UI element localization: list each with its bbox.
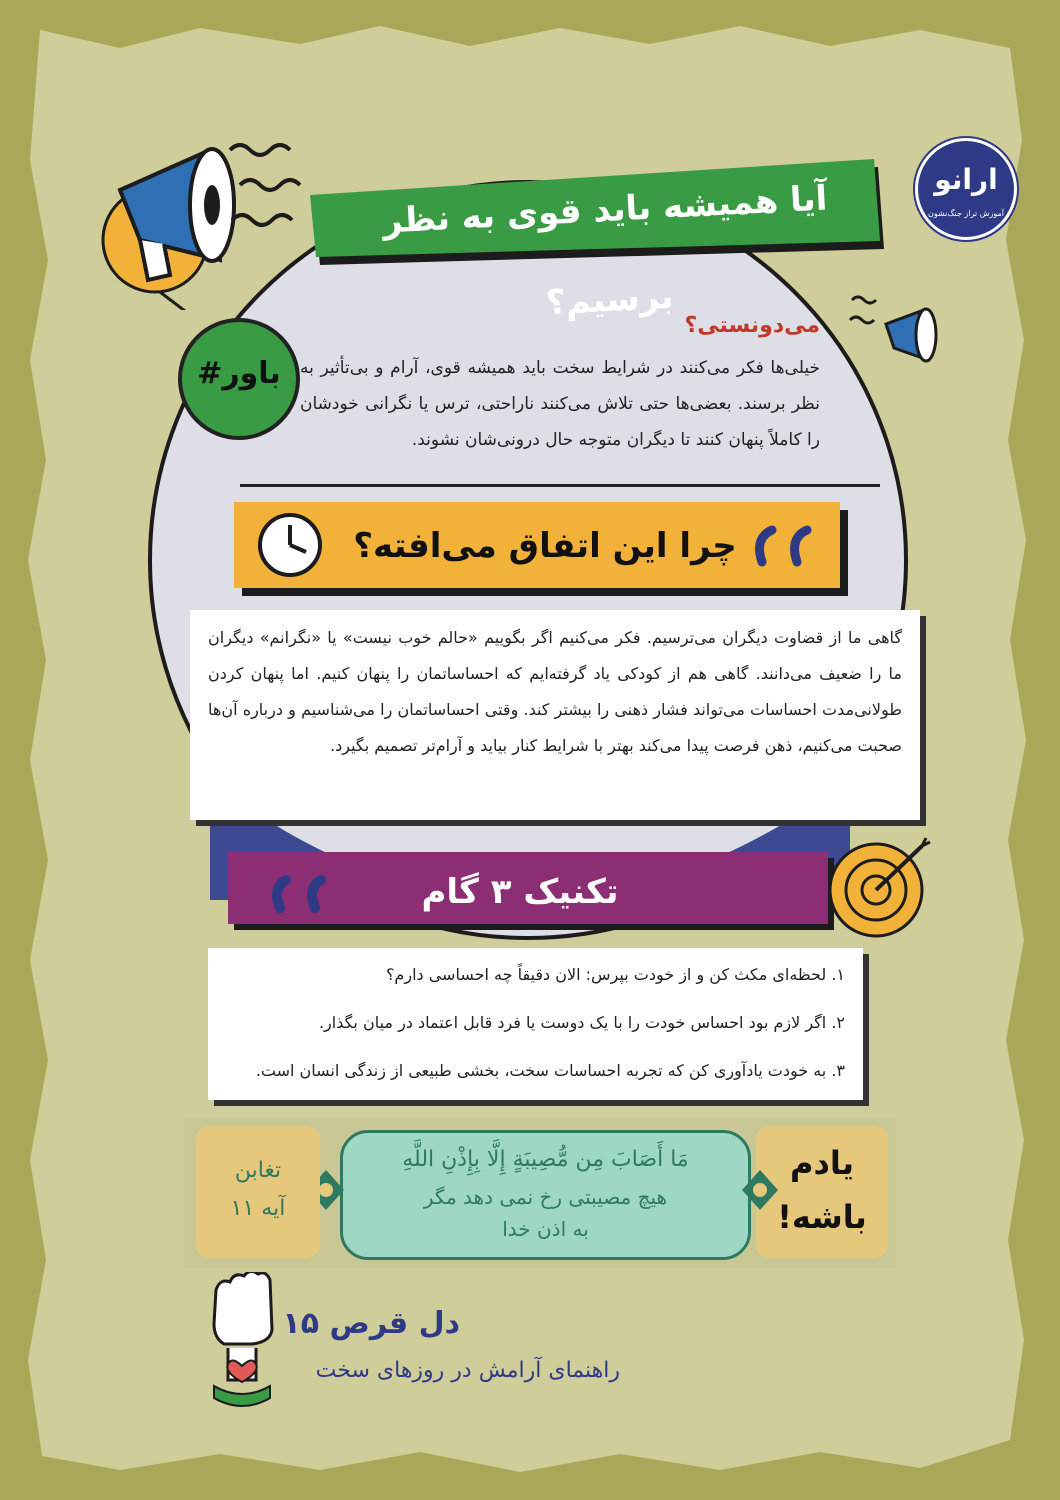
- page-title: آیا همیشه باید قوی به نظر برسیم؟: [381, 178, 829, 324]
- surah-name: تغابن: [234, 1158, 282, 1183]
- series-title: دل قرص ۱۵: [282, 1306, 460, 1341]
- hashtag-badge: [178, 318, 300, 440]
- target-icon: [826, 832, 936, 942]
- did-you-know-title: می‌دونستی؟: [684, 313, 820, 338]
- technique-card: [208, 948, 863, 1100]
- why-card: [190, 610, 920, 820]
- divider: [240, 484, 880, 487]
- verse-translation-line2: به اذن خدا: [502, 1217, 589, 1241]
- verse-reference-box: [196, 1126, 320, 1258]
- did-you-know-body: خیلی‌ها فکر می‌کنند در شرایط سخت باید همیشه قوی، آرام و بی‌تأثیر به نظر برسند. بعضی‌ها حتی تلاش می‌کنند ناراحتی، ترس یا نگرانی خودشان را کاملاً پنهان کنند تا دیگران متوجه حال درونی‌شان نشوند.: [300, 358, 820, 450]
- hashtag-label: #باور: [197, 356, 281, 391]
- ayah-number: آیه ۱۱: [230, 1196, 286, 1221]
- verse-reference: [196, 1152, 320, 1228]
- megaphone-icon: [100, 110, 320, 310]
- fist-icon: [206, 1272, 280, 1412]
- why-body: گاهی ما از قضاوت دیگران می‌ترسیم. فکر می‌کنیم اگر بگوییم «حالم خوب نیست» یا «نگرانم» دیگران ما را ضعیف می‌دانند. گاهی هم از کودکی یاد گرفته‌ایم که احساساتمان را پنهان کنیم. اما پنهان کردن طولانی‌مدت احساسات می‌تواند فشار ذهنی را بیشتر کند. وقتی احساساتمان را می‌شناسیم و درباره آن‌ها صحبت می‌کنیم، ذهن فرصت پیدا می‌کند بهتر با شرایط کنار بیاید و آرام‌تر تصمیم بگیرد.: [208, 628, 902, 755]
- logo: [915, 138, 1017, 240]
- why-title: چرا این اتفاق می‌افته؟: [353, 526, 737, 566]
- logo-tagline: آموزش تراز جنگ‌نشون: [928, 209, 1004, 218]
- technique-step-1: ۱. لحظه‌ای مکث کن و از خودت بپرس: الان دقیقاً چه احساسی دارم؟: [385, 965, 845, 984]
- verse-translation-line1: هیچ مصیبتی رخ نمی دهد مگر: [423, 1185, 668, 1209]
- logo-wordmark: ارانو: [934, 163, 998, 196]
- verse-box: [340, 1130, 751, 1260]
- small-megaphone-icon: [846, 280, 946, 380]
- technique-title: تکنیک ۳ گام: [421, 872, 619, 912]
- ornament-icon: [740, 1168, 780, 1212]
- technique-step-3: ۳. به خودت یادآوری کن که تجربه احساسات سخت، بخشی طبیعی از زندگی انسان است.: [255, 1061, 845, 1080]
- technique-step-2: ۲. اگر لازم بود احساس خودت را با یک دوست یا فرد قابل اعتماد در میان بگذار.: [318, 1013, 845, 1032]
- remember-label-line2: باشه!: [777, 1198, 867, 1236]
- verse-arabic: مَا أَصَابَ مِن مُّصِيبَةٍ إِلَّا بِإِذْنِ اللَّهِ: [402, 1147, 689, 1172]
- series-subtitle: راهنمای آرامش در روزهای سخت: [315, 1358, 620, 1383]
- remember-label-line1: یادم: [790, 1144, 854, 1182]
